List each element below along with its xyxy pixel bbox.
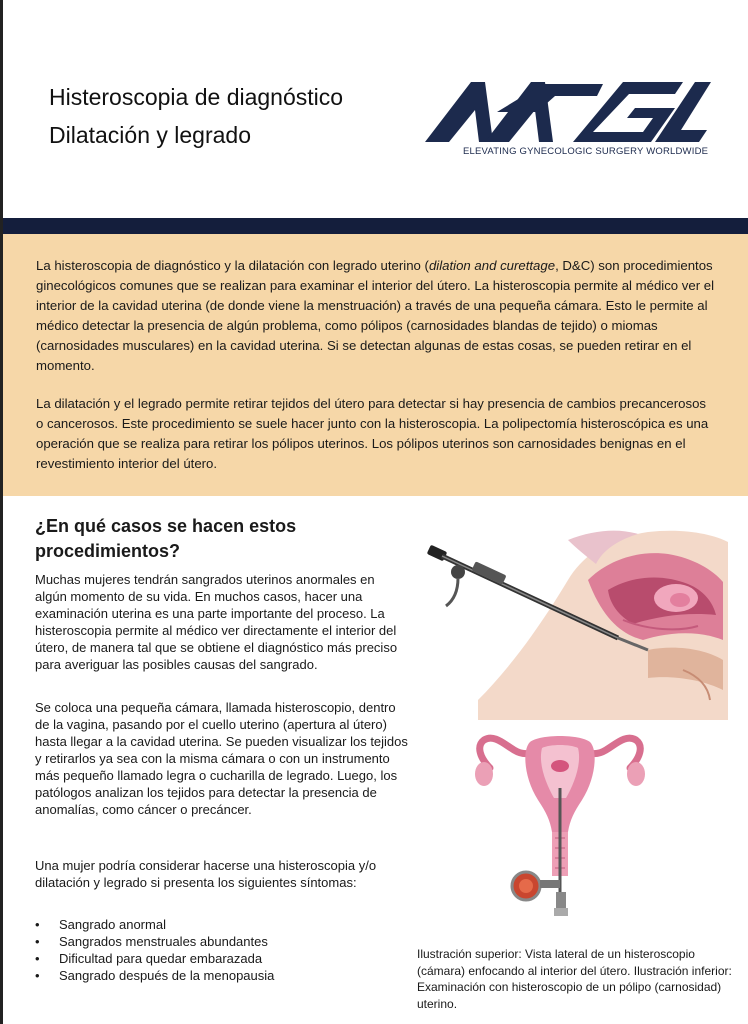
aagl-logo-icon — [423, 72, 713, 146]
english-term: dilation and curettage — [428, 258, 556, 273]
intro-paragraph-2: La dilatación y el legrado permite retirar tejidos del útero para detectar si hay presencia de cambios precancerosos o cancerosos. Este procedimiento se suele hacer junto con la histeroscopia. La polipectomía histeroscópica es una operación que se realiza para retirar los pólipos uterinos. Los pólipos uterinos son carnosidades benignas en el revestimiento interior del útero. — [36, 396, 709, 471]
uterus-hysteroscopy-illustration — [470, 728, 650, 928]
logo-tagline: ELEVATING GYNECOLOGIC SURGERY WORLDWIDE — [463, 146, 709, 157]
list-item: • Dificultad para quedar embarazada — [35, 950, 395, 967]
page-title-line-2: Dilatación y legrado — [49, 122, 252, 148]
symptoms-list — [35, 916, 395, 984]
section-paragraph-1: Muchas mujeres tendrán sangrados uterinos anormales en algún momento de su vida. En muchos casos, hacer una examinación uterina es una parte importante del proceso. La histeroscopia permite al médico ver directamente el interior del útero, de manera tal que se obtiene el diagnóstico más preciso para averiguar las posibles causas del sangrado. — [35, 572, 398, 672]
page-title-line-1: Histeroscopia de diagnóstico — [49, 84, 344, 110]
section-paragraph-3: Una mujer podría considerar hacerse una histeroscopia y/o dilatación y legrado si presenta los siguientes síntomas: — [35, 858, 377, 890]
section-paragraph-2: Se coloca una pequeña cámara, llamada histeroscopio, dentro de la vagina, pasando por el cuello uterino (apertura al útero) hasta llegar a la cavidad uterina. Se pueden visualizar los tejidos y retirarlos ya sea con la misma cámara o con un instrumento más pequeño llamado legra o cucharilla de legrado. Luego, los patólogos analizan los tejidos para detectar la presencia de anomalías, como cáncer o precáncer. — [35, 700, 408, 817]
section-heading: ¿En qué casos se hacen estos procedimientos? — [35, 516, 297, 561]
illustration-caption: Ilustración superior: Vista lateral de un histeroscopio (cámara) enfocando al interior del útero. Ilustración inferior: Examinación con histeroscopio de un pólipo (carnosidad) uterino. — [417, 947, 732, 1011]
intro-box — [3, 234, 748, 496]
hysteroscope-lateral-illustration — [418, 520, 728, 720]
header-divider-bar — [3, 218, 748, 234]
aagl-logo — [423, 72, 713, 162]
page-header — [3, 0, 748, 218]
list-item: • Sangrado después de la menopausia — [35, 967, 395, 984]
intro-paragraph-1: La histeroscopia de diagnóstico y la dilatación con legrado uterino (dilation and curettage, D&C) son procedimientos ginecológicos comunes que se realizan para examinar el interior del útero. La histeroscopia permite al médico ver el interior de la cavidad uterina (de donde viene la menstruación) a través de una pequeña cámara. Esto le permite al médico detectar la presencia de algún problema, como pólipos (carnosidades blandas de tejido) o miomas (carnosidades musculares) en la cavidad uterina. Si se detectan algunas de estas cosas, se pueden retirar en el momento. — [36, 258, 715, 373]
list-item: • Sangrados menstruales abundantes — [35, 933, 395, 950]
list-item: • Sangrado anormal — [35, 916, 395, 933]
uterus-hysteroscopy-icon — [470, 728, 650, 928]
hysteroscope-lateral-icon — [418, 520, 728, 720]
